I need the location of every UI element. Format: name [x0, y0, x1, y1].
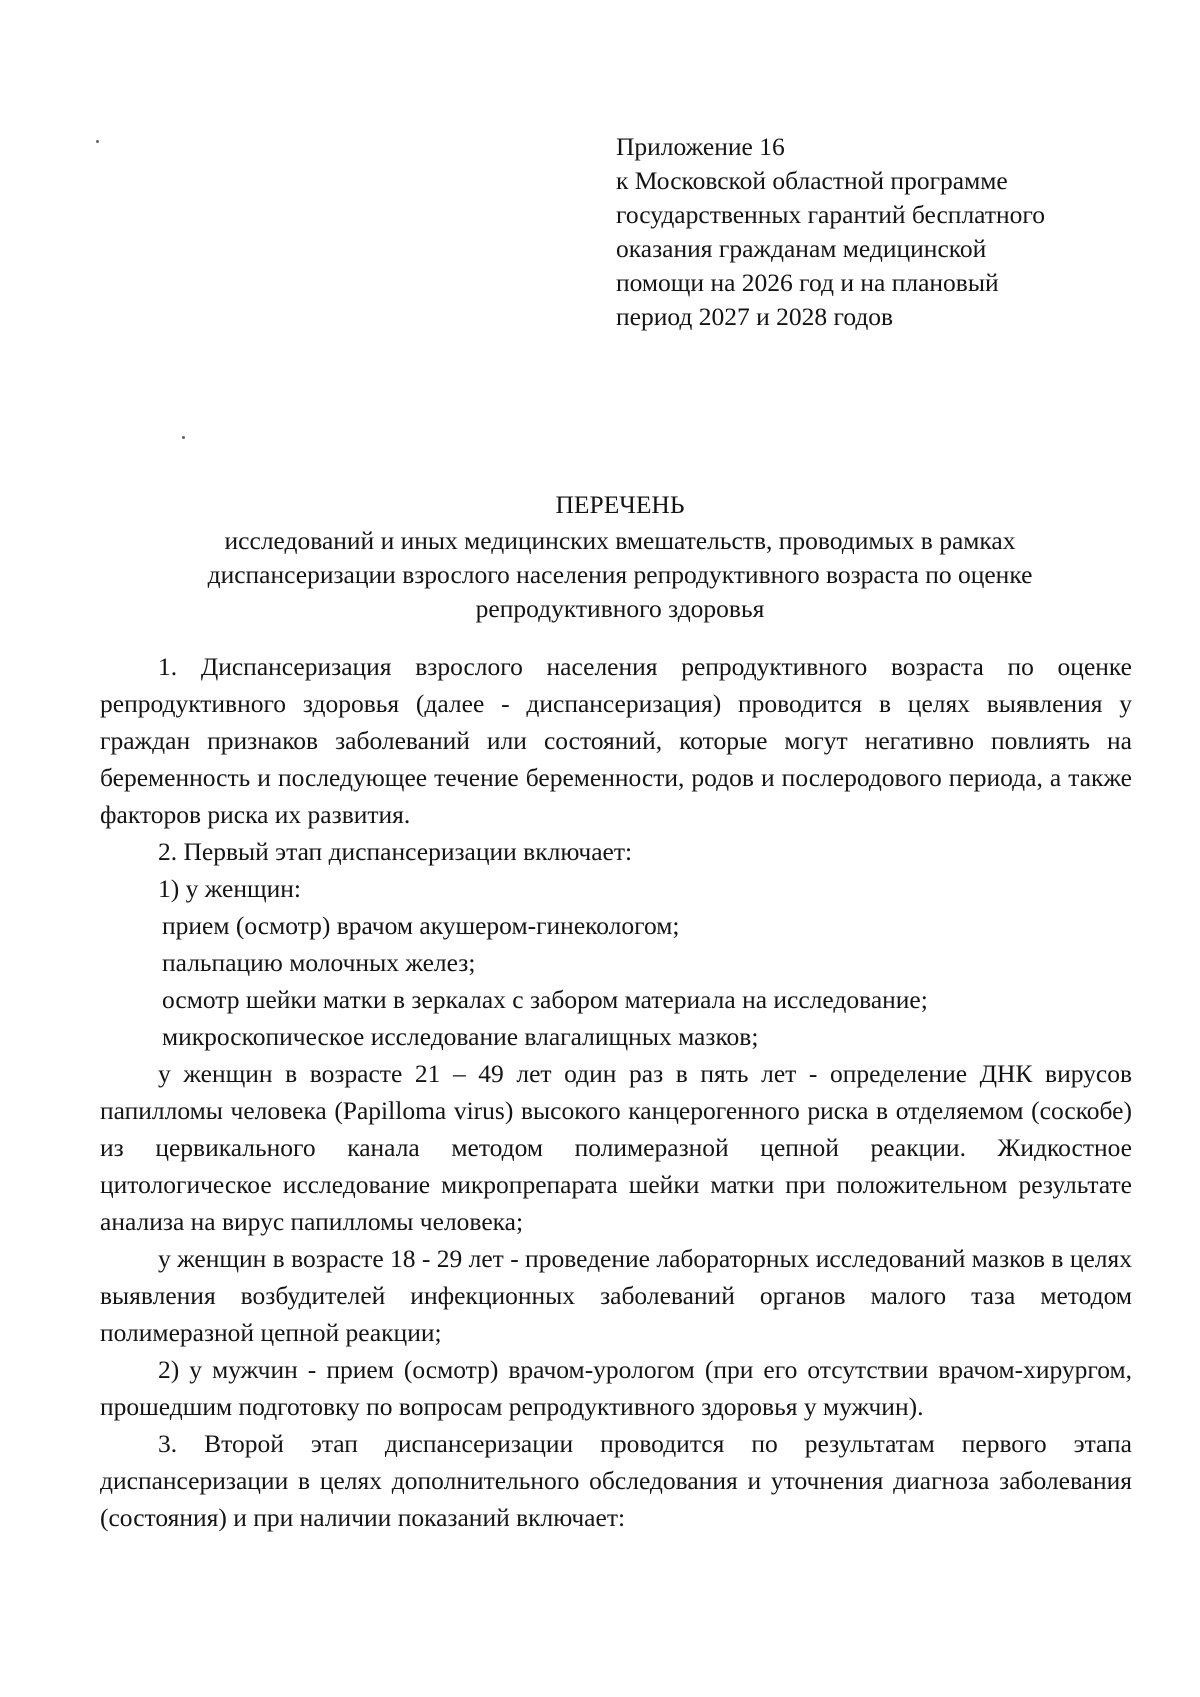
heading-line: исследований и иных медицинских вмешательств, проводимых в рамках: [224, 526, 1016, 555]
appendix-line: период 2027 и 2028 годов: [616, 302, 894, 331]
list-item: прием (осмотр) врачом акушером-гинекологом;: [162, 911, 680, 940]
list-item: микроскопическое исследование влагалищных мазков;: [162, 1022, 759, 1051]
subsection-men: 2) у мужчин - прием (осмотр) врачом-урологом (при его отсутствии врачом-хирургом, прошедшим подготовку по вопросам репродуктивного здоровья у мужчин).: [100, 1355, 1132, 1421]
appendix-line: к Московской областной программе: [616, 166, 1008, 195]
heading-line: диспансеризации взрослого населения репродуктивного возраста по оценке: [207, 560, 1033, 589]
appendix-line: помощи на 2026 год и на плановый: [616, 268, 999, 297]
heading-line: репродуктивного здоровья: [475, 594, 765, 623]
document-body: [100, 648, 1132, 1536]
appendix-line: оказания гражданам медицинской: [616, 234, 987, 263]
document-title: ПЕРЕЧЕНЬ: [555, 490, 685, 519]
paragraph-hpv: у женщин в возрасте 21 – 49 лет один раз в пять лет - определение ДНК вирусов папилломы человека (Papilloma virus) высокого канцерогенного риска в отделяемом (соскобе) из цервикального канала методом полимеразной цепной реакции. Жидкостное цитологическое исследование микропрепарата шейки матки при положительном результате анализа на вирус папилломы человека;: [100, 1059, 1132, 1236]
appendix-line: государственных гарантий бесплатного: [616, 200, 1045, 229]
paragraph-young-women: у женщин в возрасте 18 - 29 лет - проведение лабораторных исследований мазков в целях выявления возбудителей инфекционных заболеваний органов малого таза методом полимеразной цепной реакции;: [100, 1244, 1132, 1347]
appendix-line: Приложение 16: [616, 132, 785, 161]
document-heading: [100, 488, 1140, 626]
list-item: осмотр шейки матки в зеркалах с забором материала на исследование;: [162, 985, 928, 1014]
list-item: пальпацию молочных желез;: [162, 948, 476, 977]
paragraph-3: 3. Второй этап диспансеризации проводится по результатам первого этапа диспансеризации в целях дополнительного обследования и уточнения диагноза заболевания (состояния) и при наличии показаний включает:: [100, 1429, 1132, 1532]
subsection-women: 1) у женщин:: [158, 874, 302, 903]
scan-speck: [96, 140, 99, 143]
appendix-header: [616, 130, 1136, 334]
paragraph-1: 1. Диспансеризация взрослого населения репродуктивного возраста по оценке репродуктивного здоровья (далее - диспансеризация) проводится в целях выявления у граждан признаков заболеваний или состояний, которые могут негативно повлиять на беременность и последующее течение беременности, родов и послеродового периода, а также факторов риска их развития.: [100, 652, 1132, 829]
scan-speck: [182, 436, 185, 439]
paragraph-2: 2. Первый этап диспансеризации включает:: [158, 837, 633, 866]
